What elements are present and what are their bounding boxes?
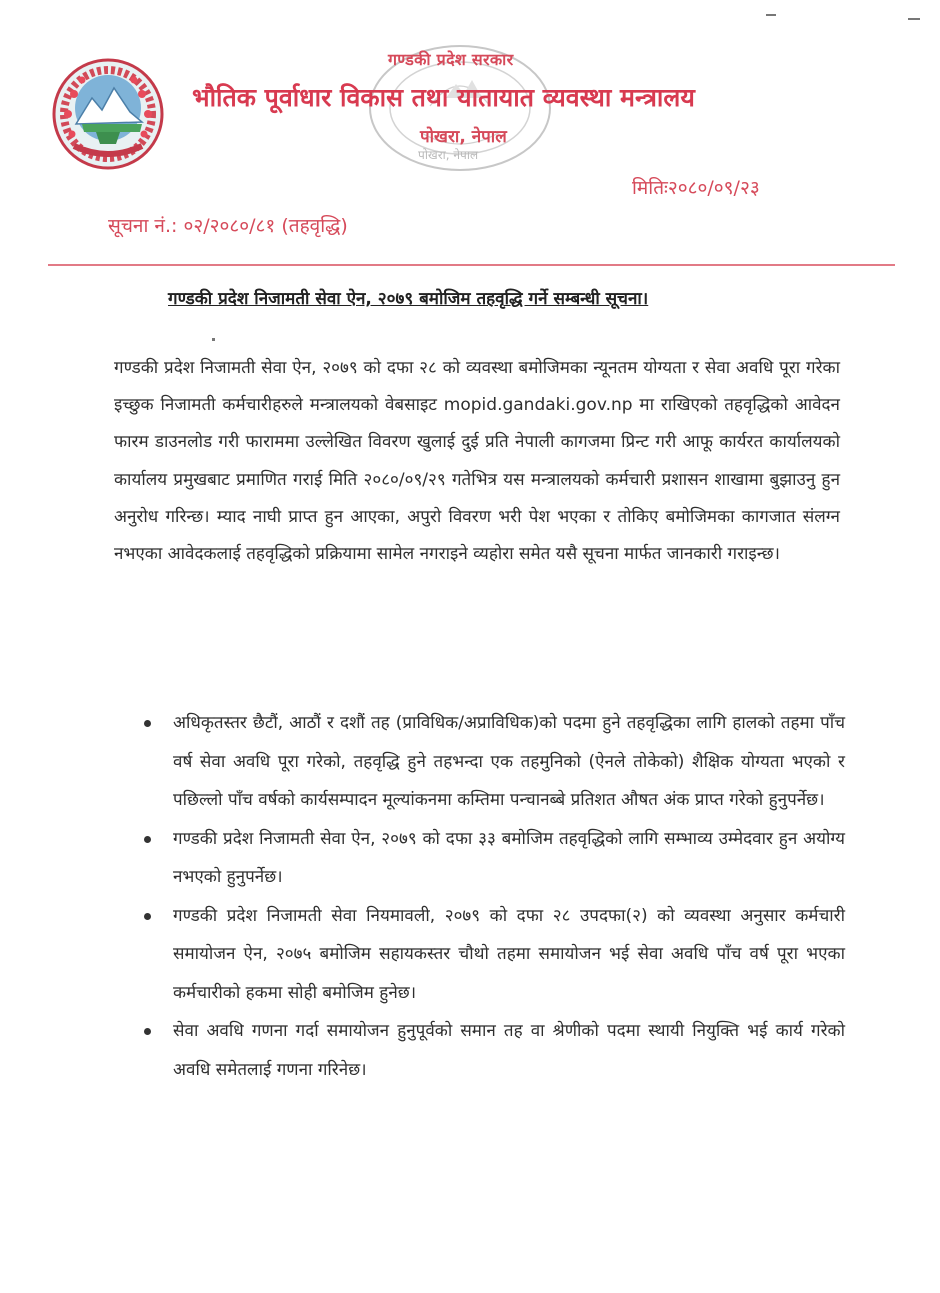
bullet-icon: [144, 913, 151, 920]
list-item-text: सेवा अवधि गणना गर्दा समायोजन हुनुपूर्वको समान तह वा श्रेणीको पदमा स्थायी नियुक्ति भई कार्य गरेको अवधि समेतलाई गणना गरिनेछ।: [173, 1021, 845, 1080]
list-item: [140, 1012, 845, 1089]
notice-subject: गण्डकी प्रदेश निजामती सेवा ऐन, २०७९ बमोजिम तहवृद्धि गर्ने सम्बन्धी सूचना।: [168, 289, 649, 309]
bullet-icon: [144, 836, 151, 843]
bullet-icon: [144, 720, 151, 727]
office-location: पोखरा, नेपाल: [420, 127, 507, 147]
nepal-emblem-icon: [52, 58, 164, 170]
list-item: [140, 820, 845, 897]
list-item: [140, 897, 845, 1013]
bullet-icon: [144, 1028, 151, 1035]
ministry-name: भौतिक पूर्वाधार विकास तथा यातायात व्यवस्था मन्त्रालय: [192, 83, 695, 112]
notice-body: गण्डकी प्रदेश निजामती सेवा ऐन, २०७९ को दफा २८ को व्यवस्था बमोजिमका न्यूनतम योग्यता र सेवा अवधि पूरा गरेका इच्छुक निजामती कर्मचारीहरुले मन्त्रालयको वेबसाइट mopid.gandaki.gov.np मा राखिएको तहवृद्धिको आवेदन फारम डाउनलोड गरी फाराममा उल्लेखित विवरण खुलाई दुई प्रति नेपाली कागजमा प्रिन्ट गरी आफू कार्यरत कार्यालयको कार्यालय प्रमुखबाट प्रमाणित गराई मिति २०८०/०९/२९ गतेभित्र यस मन्त्रालयको कर्मचारी प्रशासन शाखामा बुझाउनु हुन अनुरोध गरिन्छ। म्याद नाघी प्राप्त हुन आएका, अपुरो विवरण भरी पेश भएका र तोकिए बमोजिमका कागजात संलग्न नभएका आवेदकलाई तहवृद्धिको प्रक्रियामा सामेल नगराइने व्यहोरा समेत यसै सूचना मार्फत जानकारी गराइन्छ।: [114, 358, 840, 565]
list-item-text: गण्डकी प्रदेश निजामती सेवा ऐन, २०७९ को दफा ३३ बमोजिम तहवृद्धिको लागि सम्भाव्य उम्मेदवार हुन अयोग्य नभएको हुनुपर्नेछ।: [173, 828, 845, 887]
list-item: [140, 704, 845, 820]
notice-number: सूचना नं.: ०२/२०८०/८१ (तहवृद्धि): [108, 215, 348, 237]
stamp-text: पोखरा, नेपाल: [418, 148, 479, 162]
conditions-list: [140, 704, 845, 1089]
list-item-text: अधिकृतस्तर छैटौं, आठौं र दशौं तह (प्राविधिक/अप्राविधिक)को पदमा हुने तहवृद्धिका लागि हालको तहमा पाँच वर्ष सेवा अवधि पूरा गरेको, तहवृद्धि हुने तहभन्दा एक तहमुनिको (ऐनले तोकेको) शैक्षिक योग्यता भएको र पछिल्लो पाँच वर्षको कार्यसम्पादन मूल्यांकनमा कम्तिमा पन्चानब्बे प्रतिशत औषत अंक प्राप्त गरेको हुनुपर्नेछ।: [173, 713, 845, 810]
notice-date: मितिः२०८०/०९/२३: [632, 177, 760, 199]
header-divider: [48, 264, 895, 266]
government-name: गण्डकी प्रदेश सरकार: [388, 50, 514, 69]
list-item-text: गण्डकी प्रदेश निजामती सेवा नियमावली, २०७९ को दफा २८ उपदफा(२) को व्यवस्था अनुसार कर्मचारी समायोजन ऐन, २०७५ बमोजिम सहायकस्तर चौथो तहमा समायोजन भई सेवा अवधि पाँच वर्ष पूरा भएका कर्मचारीको हकमा सोही बमोजिम हुनेछ।: [173, 905, 845, 1003]
